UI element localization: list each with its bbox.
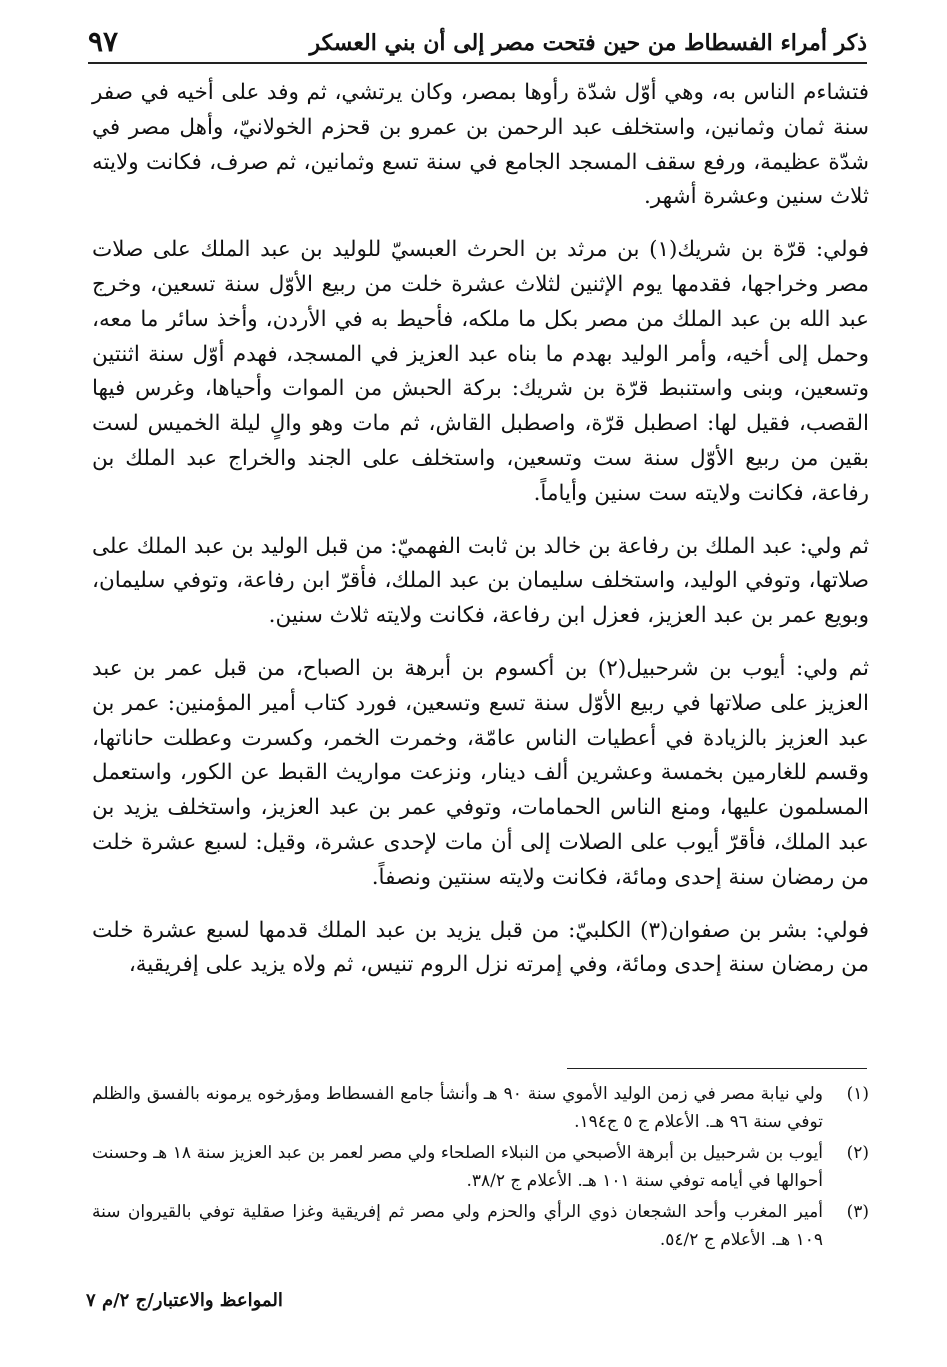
body-text xyxy=(92,76,869,1001)
footnote xyxy=(92,1198,869,1254)
footnote-number: (٣) xyxy=(846,1202,869,1222)
footnote-text: أمير المغرب وأحد الشجعان ذوي الرأي والحزم ولي مصر ثم إفريقية وغزا صقلية توفي بالقيروان سنة ١٠٩ هـ. الأعلام ج ٥٤/٢. xyxy=(92,1202,823,1250)
running-head: ذكر أمراء الفسطاط من حين فتحت مصر إلى أن بني العسكر xyxy=(309,30,867,56)
footnote xyxy=(92,1139,869,1195)
footnotes xyxy=(92,1080,869,1257)
paragraph: ثم ولي: أيوب بن شرحبيل(٢) بن أكسوم بن أبرهة بن الصباح، من قبل عمر بن عبد العزيز على صلاتها في ربيع الأوّل سنة تسع وتسعين، فورد كتاب أمير المؤمنين: عمر بن عبد العزيز بالزيادة في أعطيات الناس عامّة، وخمرت الخمر، وكسرت وعطلت حاناتها، وقسم للغارمين بخمسة وعشرين ألف دينار، ونزعت مواريث القبط عن الكور، واستعمل المسلمون عليها، ومنع الناس الحمامات، وتوفي عمر بن عبد العزيز، واستخلف يزيد بن عبد الملك، فأقرّ أيوب على الصلات إلى أن مات لإحدى عشرة، وقيل: لسبع عشرة خلت من رمضان سنة إحدى ومائة، فكانت ولايته سنتين ونصفاً. xyxy=(92,655,869,890)
footnote xyxy=(92,1080,869,1136)
footnote-text: ولي نيابة مصر في زمن الوليد الأموي سنة ٩٠ هـ وأنشأ جامع الفسطاط ومؤرخوه يرمونه بالفسق والظلم توفي سنة ٩٦ هـ. الأعلام ج ٥ ج١٩٤. xyxy=(92,1084,823,1132)
footnote-text: أيوب بن شرحبيل بن أبرهة الأصبحي من النبلاء الصلحاء ولي مصر لعمر بن عبد العزيز سنة ١٨ هـ وحسنت أحوالها في أيامه توفي سنة ١٠١ هـ. الأعلام ج ٣٨/٢. xyxy=(92,1143,823,1191)
page-number: ٩٧ xyxy=(88,25,119,58)
footnote-number: (٢) xyxy=(846,1143,869,1163)
paragraph: ثم ولي: عبد الملك بن رفاعة بن خالد بن ثابت الفهميّ: من قبل الوليد بن عبد الملك على صلاتها، وتوفي الوليد، واستخلف سليمان بن عبد الملك، فأقرّ ابن رفاعة، وتوفي سليمان، وبويع عمر بن عبد العزيز، فعزل ابن رفاعة، فكانت ولايته ثلاث سنين. xyxy=(92,533,869,629)
printer-signature: المواعظ والاعتبار/ج ٢/م ٧ xyxy=(86,1290,283,1311)
paragraph: فولي: بشر بن صفوان(٣) الكلبيّ: من قبل يزيد بن عبد الملك قدمها لسبع عشرة خلت من رمضان سنة إحدى ومائة، وفي إمرته نزل الروم تنيس، ثم ولاه يزيد على إفريقية، xyxy=(92,917,869,978)
footnote-divider xyxy=(567,1068,867,1069)
footnote-number: (١) xyxy=(846,1084,869,1104)
paragraph: فولي: قرّة بن شريك(١) بن مرثد بن الحرث العبسيّ للوليد بن عبد الملك على صلات مصر وخراجها، فقدمها يوم الإثنين لثلاث عشرة خلت من ربيع الأوّل سنة تسعين، وخرج عبد الله بن عبد الملك من مصر بكل ما ملكه، فأحيط به في الأردن، وأخذ سائر ما معه، وحمل إلى أخيه، وأمر الوليد بهدم ما بناه عبد العزيز في المسجد، فهدم أوّل سنة اثنتين وتسعين، وبنى واستنبط قرّة بن شريك: بركة الحبش من الموات وأحياها، وغرس فيها القصب، فقيل لها: اصطبل قرّة، واصطبل القاش، ثم مات وهو والٍ ليلة الخميس لست بقين من ربيع الأوّل سنة ست وتسعين، واستخلف على الجند والخراج عبد الملك بن رفاعة، فكانت ولايته ست سنين وأياماً. xyxy=(92,237,869,506)
page-header xyxy=(88,16,867,64)
paragraph: فتشاءم الناس به، وهي أوّل شدّة رأوها بمصر، وكان يرتشي، ثم وفد على أخيه في صفر سنة ثمان وثمانين، واستخلف عبد الرحمن بن عمرو بن قحزم الخولانيّ، وأهل مصر في شدّة عظيمة، ورفع سقف المسجد الجامع في سنة تسع وثمانين، ثم صرف، فكانت ولايته ثلاث سنين وعشرة أشهر. xyxy=(92,80,869,210)
